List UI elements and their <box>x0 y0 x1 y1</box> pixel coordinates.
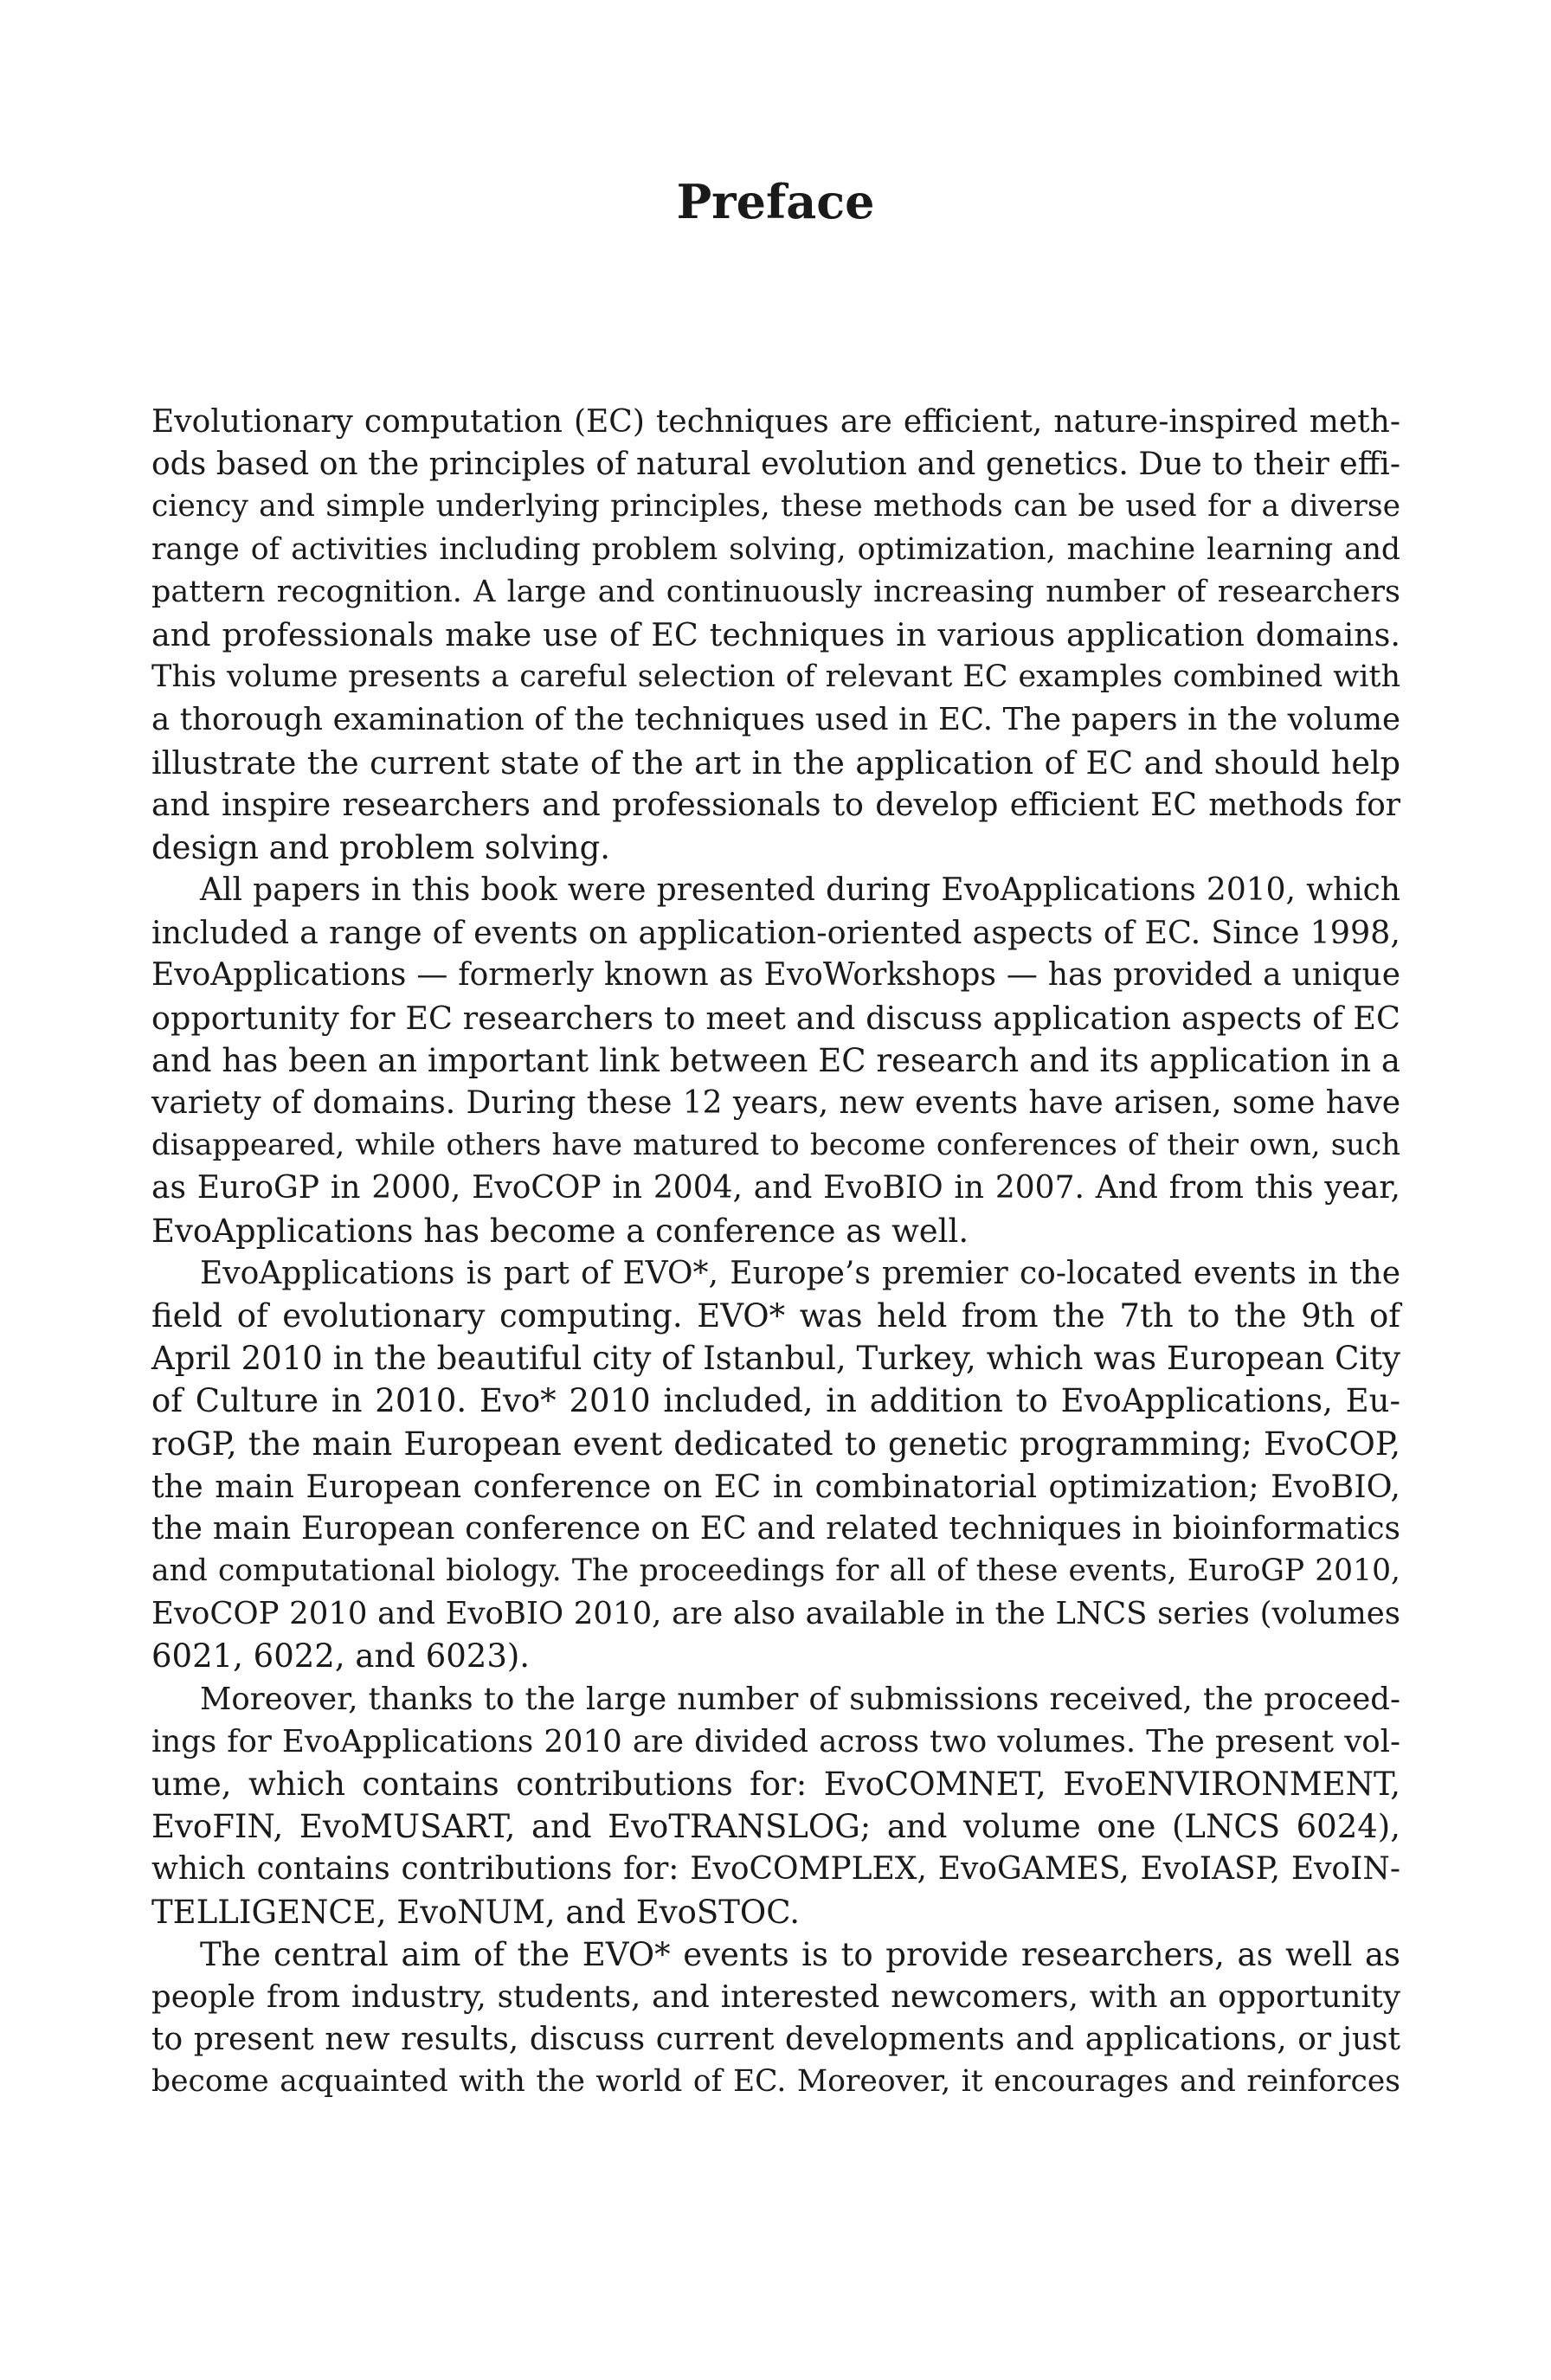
text-line: of Culture in 2010. Evo* 2010 included, in addition to EvoApplications, Eu- <box>151 1382 1400 1420</box>
text-line: 6021, 6022, and 6023). <box>151 1637 531 1676</box>
text-line: and has been an important link between EC research and its application in a <box>151 1041 1400 1079</box>
text-line: The central aim of the EVO* events is to provide researchers, as well as <box>200 1935 1400 1973</box>
text-line: ings for EvoApplications 2010 are divided across two volumes. The present vol- <box>151 1723 1400 1759</box>
text-line: the main European conference on EC in combinatorial optimization; EvoBIO, <box>151 1467 1400 1505</box>
preface-body <box>151 401 1400 2104</box>
text-line: EvoApplications — formerly known as EvoWorkshops — has provided a unique <box>151 957 1400 994</box>
text-line: a thorough examination of the techniques used in EC. The papers in the volume <box>151 702 1400 738</box>
text-line: become acquainted with the world of EC. Moreover, it encourages and reinforces <box>151 2064 1400 2100</box>
text-line: pattern recognition. A large and continuously increasing number of researchers <box>151 574 1400 609</box>
text-line: roGP, the main European event dedicated to genetic programming; EvoCOP, <box>151 1425 1400 1463</box>
text-line: TELLIGENCE, EvoNUM, and EvoSTOC. <box>151 1893 801 1931</box>
text-line: and computational biology. The proceedings for all of these events, EuroGP 2010, <box>151 1553 1400 1589</box>
text-line: people from industry, students, and interested newcomers, with an opportunity <box>151 1978 1400 2015</box>
text-line: ume, which contains contributions for: EvoCOMNET, EvoENVIRONMENT, <box>151 1766 1400 1803</box>
text-line: disappeared, while others have matured to become conferences of their own, such <box>151 1128 1400 1163</box>
text-line: EvoApplications is part of EVO*, Europe’s premier co-located events in the <box>200 1255 1400 1291</box>
text-line: Moreover, thanks to the large number of submissions received, the proceed- <box>200 1681 1400 1717</box>
text-line: the main European conference on EC and related techniques in bioinformatics <box>151 1510 1400 1547</box>
page-title: Preface <box>676 174 875 229</box>
text-line: EvoCOP 2010 and EvoBIO 2010, are also available in the LNCS series (volumes <box>151 1596 1400 1632</box>
text-line: opportunity for EC researchers to meet and discuss application aspects of EC <box>151 999 1400 1037</box>
text-line: to present new results, discuss current developments and applications, or just <box>151 2022 1400 2058</box>
text-line: All papers in this book were presented during EvoApplications 2010, which <box>200 872 1400 909</box>
text-line: as EuroGP in 2000, EvoCOP in 2004, and EvoBIO in 2007. And from this year, <box>151 1170 1400 1206</box>
text-line: which contains contributions for: EvoCOMPLEX, EvoGAMES, EvoIASP, EvoIN- <box>151 1851 1400 1888</box>
text-line: This volume presents a careful selection of relevant EC examples combined with <box>151 659 1400 695</box>
text-line: EvoApplications has become a conference as well. <box>151 1212 969 1250</box>
text-line: illustrate the current state of the art in the application of EC and should help <box>151 743 1400 782</box>
text-line: and inspire researchers and professionals to develop efficient EC methods for <box>151 787 1400 823</box>
text-line: range of activities including problem solving, optimization, machine learning and <box>151 531 1400 567</box>
text-line: included a range of events on application-oriented aspects of EC. Since 1998, <box>151 914 1400 952</box>
text-line: design and problem solving. <box>151 828 611 866</box>
text-line: ciency and simple underlying principles, these methods can be used for a diverse <box>151 489 1400 524</box>
text-line: April 2010 in the beautiful city of Istanbul, Turkey, which was European City <box>151 1340 1400 1378</box>
text-line: and professionals make use of EC techniques in various application domains. <box>151 615 1400 653</box>
text-line: Evolutionary computation (EC) techniques are efficient, nature-inspired meth- <box>151 404 1400 440</box>
text-line: EvoFIN, EvoMUSART, and EvoTRANSLOG; and volume one (LNCS 6024), <box>151 1808 1400 1846</box>
text-line: ods based on the principles of natural evolution and genetics. Due to their effi- <box>151 447 1400 483</box>
text-line: variety of domains. During these 12 years, new events have arisen, some have <box>151 1085 1400 1121</box>
text-line: field of evolutionary computing. EVO* was held from the 7th to the 9th of <box>151 1296 1400 1335</box>
